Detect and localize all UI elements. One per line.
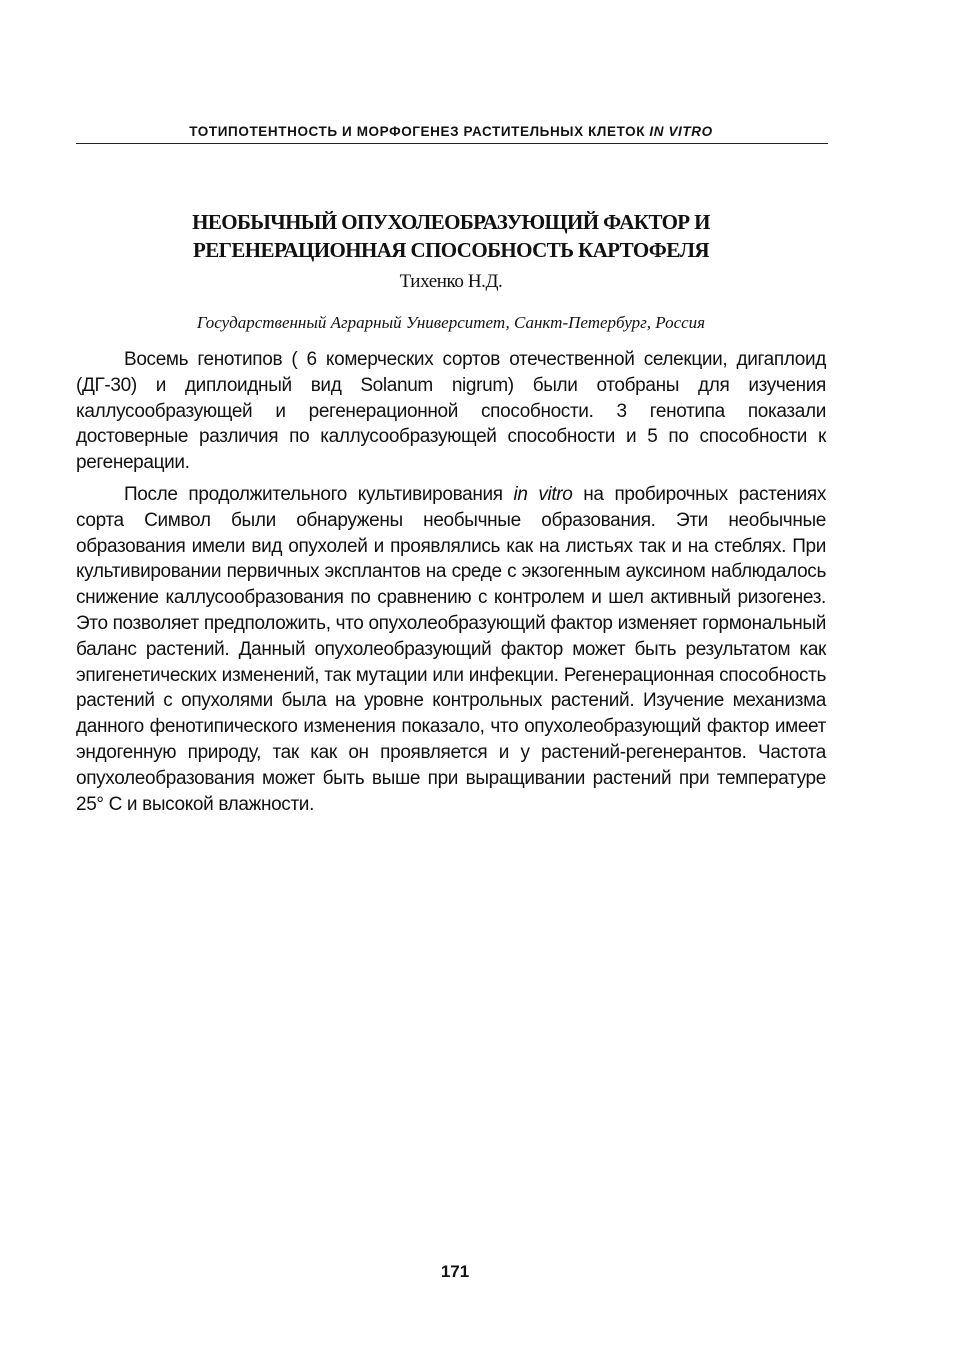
article-body [76, 347, 826, 823]
paragraph-2 [76, 482, 826, 817]
paragraph-2-end: на пробирочных растениях сорта Символ были обнаружены необычные образования. Эти необычные образования имели вид опухолей и проявлялись как на листьях так и на стеблях. При культивировании первичных эксплантов на среде с экзогенным ауксином наблюдалось снижение каллусообразования по сравнению с контролем и шел активный ризогенез. Это позволяет предположить, что опухолеобразующий фактор изменяет гормональный баланс растений. Данный опухолеобразующий фактор может быть результатом как эпигенетических изменений, так мутации или инфекции. Регенерационная способность растений с опухолями была на уровне контрольных растений. Изучение механизма данного фенотипического изменения показало, что опухолеобразующий фактор имеет эндогенную природу, так как он проявляется и у растений-регенерантов. Частота опухолеобразования может быть выше при выращивании растений при температуре 25° С и высокой влажности. [76, 483, 826, 815]
paragraph-2-italic: in vitro [513, 483, 573, 505]
article-title [80, 208, 822, 264]
page-number: 171 [440, 1262, 470, 1281]
article-affiliation: Государственный Аграрный Университет, Санкт-Петербург, Россия [196, 313, 706, 332]
running-header-italic: IN VITRO [649, 124, 713, 139]
paragraph-2-start: После продолжительного культивирования [124, 483, 514, 505]
article-title-line2: РЕГЕНЕРАЦИОННАЯ СПОСОБНОСТЬ КАРТОФЕЛЯ [193, 238, 709, 262]
paragraph-1: Восемь генотипов ( 6 комерческих сортов отечественной селекции, дигаплоид (ДГ-30) и диплоидный вид Solanum nigrum) были отобраны для изучения каллусообразующей и регенерационной способности. 3 генотипа показали достоверные различия по каллусообразующей способности и 5 по способности к регенерации. [76, 349, 826, 474]
header-rule [76, 143, 828, 144]
running-header-title: ТОТИПОТЕНТНОСТЬ И МОРФОГЕНЕЗ РАСТИТЕЛЬНЫХ КЛЕТОК [189, 124, 646, 139]
article-author: Тихенко Н.Д. [399, 271, 503, 292]
article-title-line1: НЕОБЫЧНЫЙ ОПУХОЛЕОБРАЗУЮЩИЙ ФАКТОР И [192, 210, 710, 234]
running-header [76, 124, 826, 139]
